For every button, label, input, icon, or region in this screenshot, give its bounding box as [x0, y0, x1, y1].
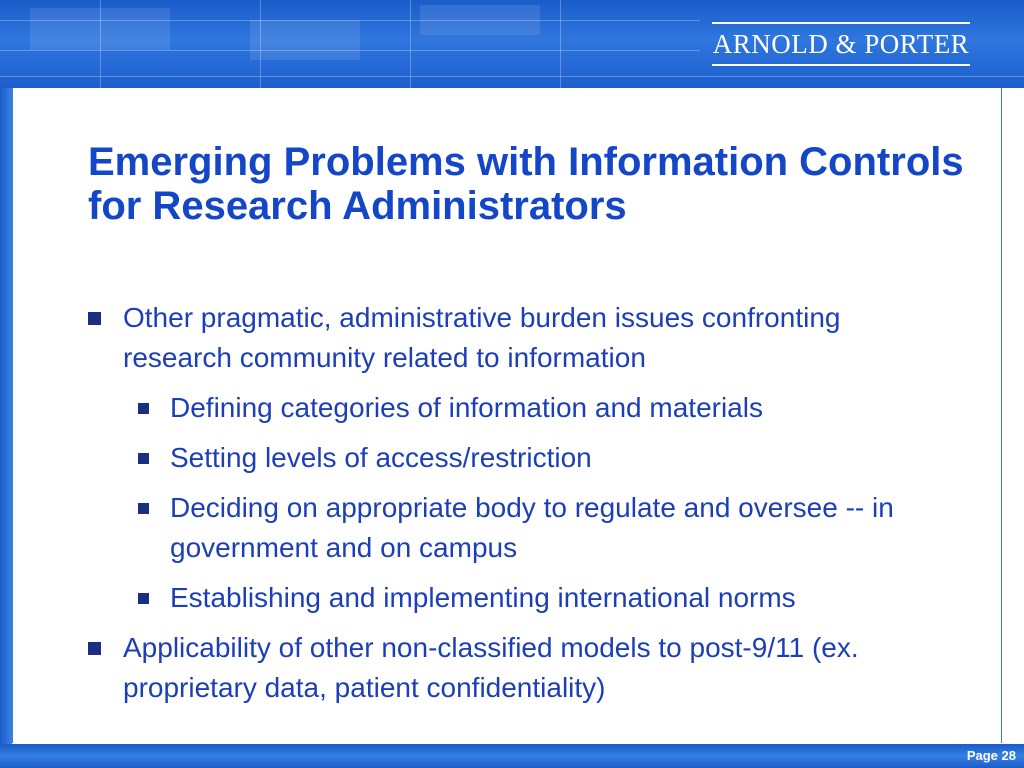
banner-grid-line	[0, 50, 700, 51]
company-logo	[712, 22, 970, 66]
slide-body	[0, 298, 1000, 708]
banner-grid-line	[560, 0, 561, 88]
header-banner	[0, 0, 1024, 88]
bullet-square-icon	[138, 503, 149, 514]
bullet-square-icon	[138, 403, 149, 414]
bullet-square-icon	[138, 593, 149, 604]
bullet-square-icon	[138, 453, 149, 464]
sub-bullet-text: Deciding on appropriate body to regulate and oversee -- in government and on campus	[170, 492, 894, 563]
banner-grid-line	[100, 0, 101, 88]
sub-bullet-text: Establishing and implementing international norms	[170, 582, 796, 613]
sub-bullet-text: Defining categories of information and materials	[170, 392, 763, 423]
banner-decoration	[250, 20, 360, 60]
sub-bullet-item	[0, 438, 930, 478]
banner-grid-line	[0, 20, 700, 21]
banner-grid-line	[410, 0, 411, 88]
sub-bullet-item	[0, 388, 930, 428]
sub-bullet-item	[0, 578, 930, 618]
bullet-square-icon	[88, 642, 101, 655]
bullet-text: Applicability of other non-classified models to post-9/11 (ex. proprietary data, patient confidentiality)	[123, 632, 859, 703]
bullet-item	[0, 298, 953, 378]
slide-title: Emerging Problems with Information Controls for Research Administrators	[88, 140, 964, 228]
page-number: Page 28	[966, 748, 1016, 763]
bullet-item	[0, 628, 953, 708]
sub-bullet-text: Setting levels of access/restriction	[170, 442, 592, 473]
logo-text: ARNOLD & PORTER	[712, 28, 970, 59]
bullet-square-icon	[88, 312, 101, 325]
banner-grid-line	[0, 76, 1024, 77]
sub-bullet-item	[0, 488, 930, 568]
bullet-text: Other pragmatic, administrative burden issues confronting research community related to information	[123, 302, 841, 373]
footer-bar	[0, 744, 1024, 768]
banner-grid-line	[260, 0, 261, 88]
